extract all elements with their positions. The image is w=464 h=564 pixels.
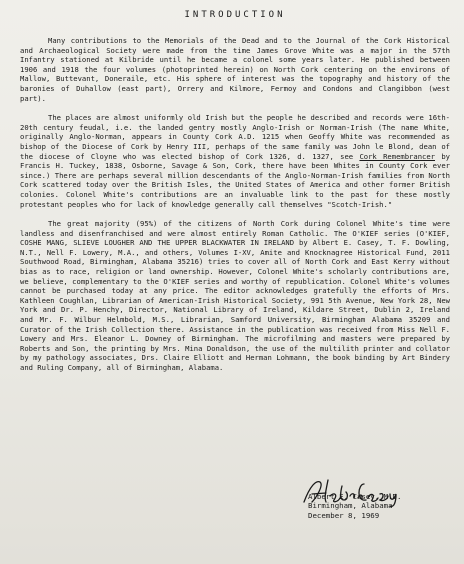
paragraph-1: Many contributions to the Memorials of the Dead and to the Journal of the Cork Historical and Archaeological Society were made from the time James Grove White was a major in the 57th Infantry stationed at Kilbride until he became a colonel some years later. He published between 1906 and 1918 the four volumes (photoprinted herein) on North Cork centering on the environs of Mallow, Buttevant, Doneraile, etc. His sphere of interest was the topography and history of the baronies of Duhallow (east part), Orrery and Kilmore, Fermoy and Condons and Clangibbon (west part). [20,36,450,103]
signature-block [272,492,442,520]
signer-city: Birmingham, Alabama [308,501,393,511]
cork-remembrancer-title: Cork Remembrancer [359,151,436,161]
paragraph-2-part-b: by Francis H. Tuckey, 1838, Osborne, Savage & Son, Cork, there have been Whites in County Cork ever since.) There are perhaps several million descendants of the Anglo-Norman-Irish families from North Cork scattered today over the British Isles, the United States of America and other former British colonies. Colonel White's contributions are an invaluable link to the past for these mostly protestant peoples who for lack of knowledge generally call themselves "Scotch-Irish." [20,151,450,209]
paragraph-2 [20,113,450,209]
paragraph-3: The great majority (95%) of the citizens of North Cork during Colonel White's time were landless and disenfranchised and were almost entirely Roman Catholic. The O'KIEF series (O'KIEF, COSHE MANG, SLIEVE LOUGHER AND THE UPPER BLACKWATER IN IRELAND by Albert E. Casey, T. F. Dowling, N.T., Nell F. Lowery, M.A., and others, Volumes I-XV, Amite and Knocknagree Historical Fund, 2011 Southwood Road, Birmingham, Alabama 35216) tries to cover all of North Cork and East Kerry without bias as to race, religion or land ownership. However, Colonel White's scholarly contributions are, we believe, complementary to the O'KIEF series and worthy of republication. Colonel White's volumes cannot be purchased today at any price. The editor acknowledges gratefully the efforts of Mrs. Kathleen Coughlan, Librarian of American-Irish Historical Society, 991 5th Avenue, New York 28, New York and Dr. P. Henchy, Director, National Library of Ireland, Kildare Street, Dublin 2, Ireland and Mr. F. Wilbur Helmbold, M.S., Librarian, Samford University, Birmingham Alabama 35209 and Curator of the Irish Collection there. Assistance in the publication was received from Miss Nell F. Lowery and Mrs. Eleanor L. Downey of Birmingham. The microfilming and masters were prepared by Roberts and Son, the printing by Mrs. Mina Donaldson, the use of the multilith printer and collator by my pathology associates, Drs. Claire Elliott and Herman Lohmann, the book binding by Art Bindery and Ruling Company, all of Birmingham, Alabama. [20,219,450,372]
signer-name: Albert E. Casey, M.D. [308,492,402,501]
paragraph-2-part-a: The places are almost uniformly old Irish but the people he described and records were 16th-20th century feudal, i.e. the landed gentry mostly Anglo-Irish or Norman-Irish (The name White, originally Anglo-Norman, appears in County Cork A.D. 1215 when Geoffy White was recommended as bishop of the Diocese of Cork by Henry III, perhaps of the same family was John le Blond, dean of the diocese of Cloyne who was elected bishop of Cork 1326, d. 1327, see [20,113,450,161]
page-title: INTRODUCTION [184,10,286,20]
signed-date: December 8, 1969 [308,510,380,520]
